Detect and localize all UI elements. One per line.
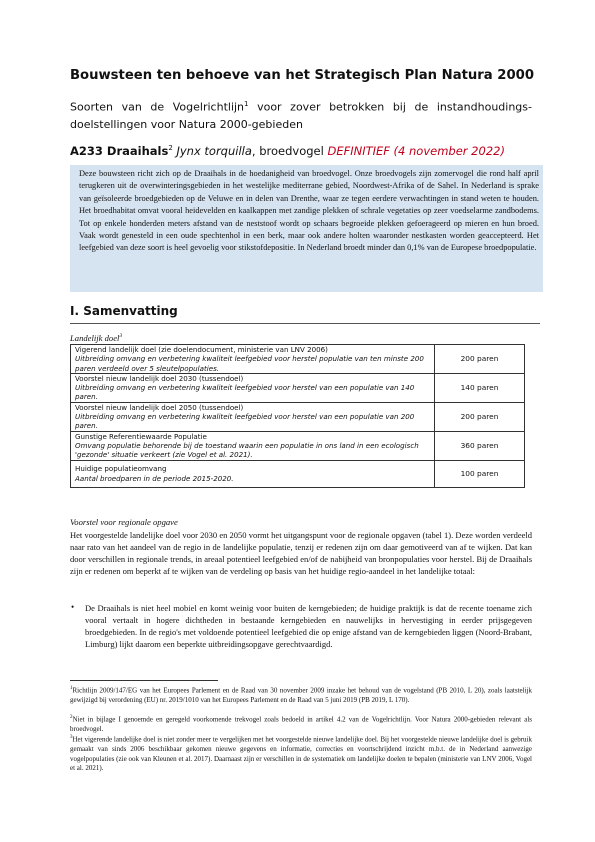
footnote-number: 1: [70, 686, 73, 691]
section-heading: I. Samenvatting: [70, 304, 178, 318]
footnote-ref-1[interactable]: 1: [244, 100, 249, 108]
table-cell-description: [71, 345, 435, 374]
table-row: [71, 345, 525, 374]
footnote-text: Niet in bijlage I genoemde en geregeld voorkomende trekvogel zoals bedoeld in artikel 4.2 van de Vogelrichtlijn. Voor Natura 2000-gebieden relevant als broedvogel.: [70, 715, 532, 733]
table-cell-value: 200 paren: [435, 402, 525, 431]
species-latin-name: Jynx torquilla: [176, 144, 252, 158]
table-row: [71, 373, 525, 402]
table-cell-description: [71, 402, 435, 431]
table-cell-description: [71, 431, 435, 460]
table-cell-value: 100 paren: [435, 460, 525, 487]
footnote-1: [70, 684, 532, 706]
table-caption-text: Landelijk doel: [70, 333, 120, 343]
table-cell-value: 140 paren: [435, 373, 525, 402]
intro-box: Deze bouwsteen richt zich op de Draaihals in de hoedanigheid van broedvogel. Onze broedvogels zijn zomervogel die rond half april terugkeren uit de overwinteringsgebieden in het westelijke mediterrane gebied, Noordwest-Afrika of de Sahel. In Nederland is sprake van geïsoleerde broedgebieden op de Veluwe en in delen van Drenthe, waar ze tegen eerdere verwachtingen in stand weten te houden. Het broedhabitat omvat vooral heidevelden en kaalkappen met zandige plekken of schrale vegetaties op zeer voedselarme zandbodems. Tot op enkele honderden meters afstand van de neststoof wordt op schaars begroeide plekken gefoerageerd op mieren en hun broed. Vaak wordt genesteld in een oude spechtenhol in een berk, maar ook andere holten waaronder nestkasten worden geaccepteerd. Het leefgebied van deze soort is heel gevoelig voor stikstofdepositie. In Nederland broedt minder dan 0,1% van de Europese broedpopulatie.: [70, 165, 543, 292]
footnote-number: 2: [70, 715, 73, 720]
table-cell-description: [71, 460, 435, 487]
footnote-2: [70, 713, 532, 735]
table-cell-description: [71, 373, 435, 402]
row-description: Uitbreiding omvang en verbetering kwaliteit leefgebied voor herstel van een populatie van 140 paren.: [75, 383, 415, 402]
table-cell-value: 200 paren: [435, 345, 525, 374]
table-row: [71, 460, 525, 487]
footnote-divider: [70, 680, 218, 681]
regional-caption: Voorstel voor regionale opgave: [70, 517, 178, 527]
goals-table: [70, 344, 525, 488]
footnote-3: [70, 733, 532, 774]
table-row: [71, 402, 525, 431]
bullet-text: De Draaihals is niet heel mobiel en komt weinig voor buiten de kerngebieden; de huidige praktijk is dat de recente toename zich vooral vertaalt in hogere dichtheden in bestaande kerngebieden en nauwelijks in hervestiging in eerder prijsgegeven broedgebieden. In de regio's met voldoende potentieel leefgebied die op enige afstand van de kerngebieden liggen (Noord-Brabant, Limburg) lijkt daarom een beperkte uitbreidingsopgave gerechtvaardigd.: [85, 603, 532, 650]
status-badge: DEFINITIEF (4 november 2022): [327, 144, 505, 158]
row-description: Omvang populatie behorende bij de toestand waarin een populatie in ons land in een ecologisch 'gezonde' situatie verkeert (zie Vogel et al. 2021).: [75, 440, 419, 460]
footnote-ref-3[interactable]: 3: [119, 333, 123, 340]
row-title: Gunstige Referentiewaarde Populatie: [75, 431, 207, 441]
document-title: Bouwsteen ten behoeve van het Strategisch Plan Natura 2000: [70, 68, 534, 83]
species-heading: [70, 144, 540, 158]
species-type: , broedvogel: [251, 144, 328, 158]
footnote-ref-2[interactable]: 2: [168, 144, 173, 153]
species-code-name: A233 Draaihals: [70, 144, 169, 158]
row-title: Vigerend landelijk doel (zie doelendocument, ministerie van LNV 2006): [75, 345, 328, 354]
footnote-text: Het vigerende landelijke doel is niet zonder meer te vergelijken met het voorgestelde nieuwe landelijke doel. Bij het voorgestelde nieuwe landelijke doel is gebruik gemaakt van sinds 2006 beschikbaar gekomen nieuwe gegevens en informatie, correcties en voortschrijdend inzicht m.b.t. de in Nederland aanwezige vogelpopulaties (zie ook van Kleunen et al. 2017). Daarnaast zijn er verschillen in de systematiek om landelijke doelen te bepalen (ministerie van LNV 2006, Vogel et al. 2021).: [70, 735, 532, 773]
section-divider: [70, 323, 540, 324]
row-description: Uitbreiding omvang en verbetering kwaliteit leefgebied voor herstel populatie van ten minste 200 paren verdeeld over 5 sleutelpopulaties.: [75, 354, 424, 373]
footnote-number: 3: [70, 735, 73, 740]
document-subtitle: [70, 96, 532, 133]
row-title: Huidige populatieomvang: [75, 464, 167, 474]
bullet-list-item: [70, 602, 532, 650]
row-title: Voorstel nieuw landelijk doel 2030 (tussendoel): [75, 373, 244, 383]
row-description: Aantal broedparen in de periode 2015-2020.: [75, 473, 234, 483]
regional-paragraph: Het voorgestelde landelijke doel voor 2030 en 2050 vormt het uitgangspunt voor de regionale opgaven (tabel 1). Deze worden verdeeld naar rato van het aandeel van de regio in de landelijke populatie, tenzij er redenen zijn om daar gemotiveerd van af te wijken. Dat kan door verschillen in regionale trends, in areaal potentieel leefgebied en/of de nabijheid van bronpopulaties voor herstel. Bij de Draaihals zijn er redenen om beperkt af te wijken van de verdeling op basis van het huidige regio-aandeel in het landelijke totaal:: [70, 530, 532, 577]
table-caption: [70, 333, 122, 343]
row-description: Uitbreiding omvang en verbetering kwaliteit leefgebied voor herstel van een populatie van 200 paren.: [75, 412, 415, 431]
bullet-marker: •: [71, 602, 75, 612]
footnote-text: Richtlijn 2009/147/EG van het Europees Parlement en de Raad van 30 november 2009 inzake het behoud van de vogelstand (PB 2010, L 20), zoals laatstelijk gewijzigd bij verordening (EU) nr. 2019/1010 van het Europees Parlement en de Raad van 5 juni 2019 (PB 2019, L 170).: [70, 686, 532, 704]
table-cell-value: 360 paren: [435, 431, 525, 460]
subtitle-text-end: voor zover betrokken bij de instandhoudings-doelstellingen voor Natura 2000-gebieden: [70, 100, 532, 131]
table-row: [71, 431, 525, 460]
subtitle-text-start: Soorten van de Vogelrichtlijn: [70, 100, 245, 114]
row-title: Voorstel nieuw landelijk doel 2050 (tussendoel): [75, 402, 244, 412]
